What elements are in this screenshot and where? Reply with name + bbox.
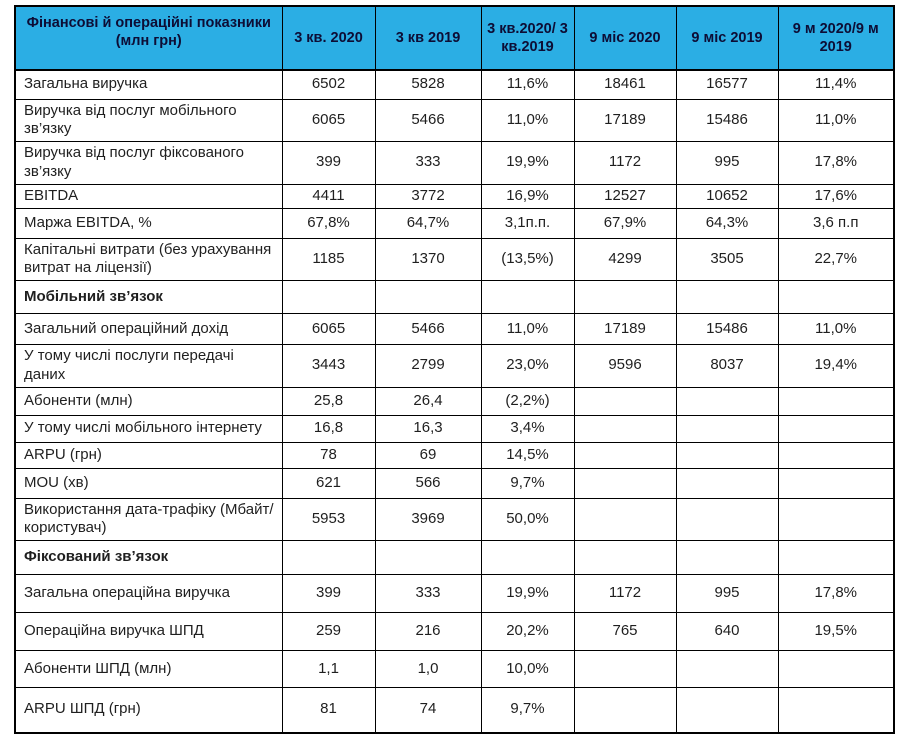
value-cell: 67,8% [282, 208, 375, 238]
value-cell [676, 541, 778, 575]
value-cell: 16,3 [375, 415, 481, 442]
value-cell [676, 651, 778, 688]
row-label: Капітальні витрати (без урахування витрат на ліцензії) [15, 238, 282, 281]
header-period-column-2: 3 кв 2019 [375, 6, 481, 70]
value-cell: 333 [375, 575, 481, 613]
value-cell: 19,4% [778, 345, 894, 388]
row-label: Виручка від послуг мобільного зв’язку [15, 99, 282, 142]
value-cell: 3969 [375, 498, 481, 541]
value-cell [778, 468, 894, 498]
value-cell: 17,6% [778, 184, 894, 208]
value-cell: 9596 [574, 345, 676, 388]
value-cell: 10652 [676, 184, 778, 208]
value-cell: 566 [375, 468, 481, 498]
row-label: MOU (хв) [15, 468, 282, 498]
table-row [15, 442, 894, 468]
table-row [15, 415, 894, 442]
value-cell: 17,8% [778, 142, 894, 185]
value-cell: 64,3% [676, 208, 778, 238]
value-cell [778, 281, 894, 314]
value-cell: (2,2%) [481, 387, 574, 415]
value-cell [676, 498, 778, 541]
value-cell: 22,7% [778, 238, 894, 281]
value-cell: 3505 [676, 238, 778, 281]
value-cell [375, 541, 481, 575]
row-label: Загальна виручка [15, 70, 282, 99]
table-header [15, 6, 894, 70]
value-cell: 16,9% [481, 184, 574, 208]
header-period-column-5: 9 міс 2019 [676, 6, 778, 70]
table-row [15, 575, 894, 613]
section-row [15, 541, 894, 575]
value-cell: 19,5% [778, 613, 894, 651]
header-period-column-1: 3 кв. 2020 [282, 6, 375, 70]
row-label: Абоненти ШПД (млн) [15, 651, 282, 688]
value-cell: 50,0% [481, 498, 574, 541]
value-cell: 995 [676, 575, 778, 613]
value-cell: 74 [375, 688, 481, 733]
value-cell [481, 541, 574, 575]
value-cell [676, 688, 778, 733]
row-label: Загальний операційний дохід [15, 314, 282, 345]
value-cell: 17,8% [778, 575, 894, 613]
table-body [15, 70, 894, 733]
value-cell: 78 [282, 442, 375, 468]
value-cell: 3,1п.п. [481, 208, 574, 238]
row-label: Мобільний зв’язок [15, 281, 282, 314]
header-period-column-3: 3 кв.2020/ 3 кв.2019 [481, 6, 574, 70]
value-cell: 64,7% [375, 208, 481, 238]
value-cell: 15486 [676, 314, 778, 345]
table-row [15, 651, 894, 688]
value-cell [574, 387, 676, 415]
value-cell [676, 387, 778, 415]
row-label: Використання дата-трафіку (Мбайт/користувач) [15, 498, 282, 541]
value-cell: 216 [375, 613, 481, 651]
value-cell [375, 281, 481, 314]
value-cell: 5466 [375, 314, 481, 345]
value-cell: 1172 [574, 575, 676, 613]
table-row [15, 184, 894, 208]
value-cell: 6065 [282, 99, 375, 142]
table-row [15, 468, 894, 498]
value-cell: (13,5%) [481, 238, 574, 281]
value-cell [574, 415, 676, 442]
value-cell [676, 442, 778, 468]
value-cell [574, 688, 676, 733]
value-cell: 995 [676, 142, 778, 185]
row-label: Маржа EBITDA, % [15, 208, 282, 238]
value-cell: 640 [676, 613, 778, 651]
value-cell: 23,0% [481, 345, 574, 388]
value-cell [282, 281, 375, 314]
value-cell [778, 541, 894, 575]
value-cell: 3,6 п.п [778, 208, 894, 238]
header-row [15, 6, 894, 70]
value-cell: 1172 [574, 142, 676, 185]
table-row [15, 387, 894, 415]
value-cell: 69 [375, 442, 481, 468]
value-cell: 3443 [282, 345, 375, 388]
value-cell: 19,9% [481, 575, 574, 613]
value-cell [676, 468, 778, 498]
value-cell: 81 [282, 688, 375, 733]
value-cell: 17189 [574, 314, 676, 345]
value-cell: 399 [282, 575, 375, 613]
table-row [15, 314, 894, 345]
value-cell [778, 415, 894, 442]
value-cell [574, 651, 676, 688]
header-period-column-6: 9 м 2020/9 м 2019 [778, 6, 894, 70]
table-row [15, 70, 894, 99]
value-cell: 399 [282, 142, 375, 185]
value-cell: 3772 [375, 184, 481, 208]
value-cell: 1185 [282, 238, 375, 281]
value-cell: 6065 [282, 314, 375, 345]
value-cell [778, 688, 894, 733]
value-cell: 12527 [574, 184, 676, 208]
value-cell: 18461 [574, 70, 676, 99]
value-cell [574, 498, 676, 541]
row-label: EBITDA [15, 184, 282, 208]
value-cell: 11,0% [778, 99, 894, 142]
value-cell: 1,0 [375, 651, 481, 688]
value-cell: 765 [574, 613, 676, 651]
row-label: Операційна виручка ШПД [15, 613, 282, 651]
value-cell [574, 468, 676, 498]
value-cell: 16,8 [282, 415, 375, 442]
value-cell [778, 498, 894, 541]
value-cell: 4411 [282, 184, 375, 208]
value-cell: 5828 [375, 70, 481, 99]
row-label: ARPU (грн) [15, 442, 282, 468]
value-cell: 5953 [282, 498, 375, 541]
table-row [15, 238, 894, 281]
value-cell: 333 [375, 142, 481, 185]
row-label: ARPU ШПД (грн) [15, 688, 282, 733]
header-period-column-4: 9 міс 2020 [574, 6, 676, 70]
value-cell: 26,4 [375, 387, 481, 415]
value-cell: 5466 [375, 99, 481, 142]
value-cell: 621 [282, 468, 375, 498]
table-row [15, 142, 894, 185]
table-row [15, 208, 894, 238]
table-row [15, 613, 894, 651]
value-cell: 15486 [676, 99, 778, 142]
value-cell [676, 415, 778, 442]
value-cell: 1,1 [282, 651, 375, 688]
value-cell: 17189 [574, 99, 676, 142]
value-cell [574, 541, 676, 575]
section-row [15, 281, 894, 314]
value-cell [282, 541, 375, 575]
value-cell [778, 387, 894, 415]
value-cell: 11,0% [778, 314, 894, 345]
value-cell: 9,7% [481, 688, 574, 733]
value-cell: 259 [282, 613, 375, 651]
row-label: Загальна операційна виручка [15, 575, 282, 613]
value-cell: 20,2% [481, 613, 574, 651]
value-cell [574, 281, 676, 314]
value-cell: 10,0% [481, 651, 574, 688]
value-cell: 3,4% [481, 415, 574, 442]
value-cell: 16577 [676, 70, 778, 99]
header-indicators-column: Фінансові й операційні показники (млн грн) [15, 6, 282, 70]
value-cell [778, 442, 894, 468]
value-cell: 11,4% [778, 70, 894, 99]
value-cell: 9,7% [481, 468, 574, 498]
value-cell [778, 651, 894, 688]
value-cell: 4299 [574, 238, 676, 281]
value-cell [676, 281, 778, 314]
row-label: Фіксований зв’язок [15, 541, 282, 575]
value-cell: 2799 [375, 345, 481, 388]
value-cell: 11,6% [481, 70, 574, 99]
value-cell: 67,9% [574, 208, 676, 238]
value-cell: 11,0% [481, 314, 574, 345]
row-label: Виручка від послуг фіксованого зв’язку [15, 142, 282, 185]
row-label: Абоненти (млн) [15, 387, 282, 415]
value-cell: 11,0% [481, 99, 574, 142]
value-cell: 19,9% [481, 142, 574, 185]
row-label: У тому числі послуги передачі даних [15, 345, 282, 388]
value-cell: 14,5% [481, 442, 574, 468]
row-label: У тому числі мобільного інтернету [15, 415, 282, 442]
table-row [15, 498, 894, 541]
table-row [15, 345, 894, 388]
value-cell: 8037 [676, 345, 778, 388]
table-row [15, 688, 894, 733]
value-cell: 6502 [282, 70, 375, 99]
value-cell: 25,8 [282, 387, 375, 415]
financial-indicators-table [14, 5, 895, 734]
value-cell [574, 442, 676, 468]
value-cell: 1370 [375, 238, 481, 281]
table-row [15, 99, 894, 142]
value-cell [481, 281, 574, 314]
